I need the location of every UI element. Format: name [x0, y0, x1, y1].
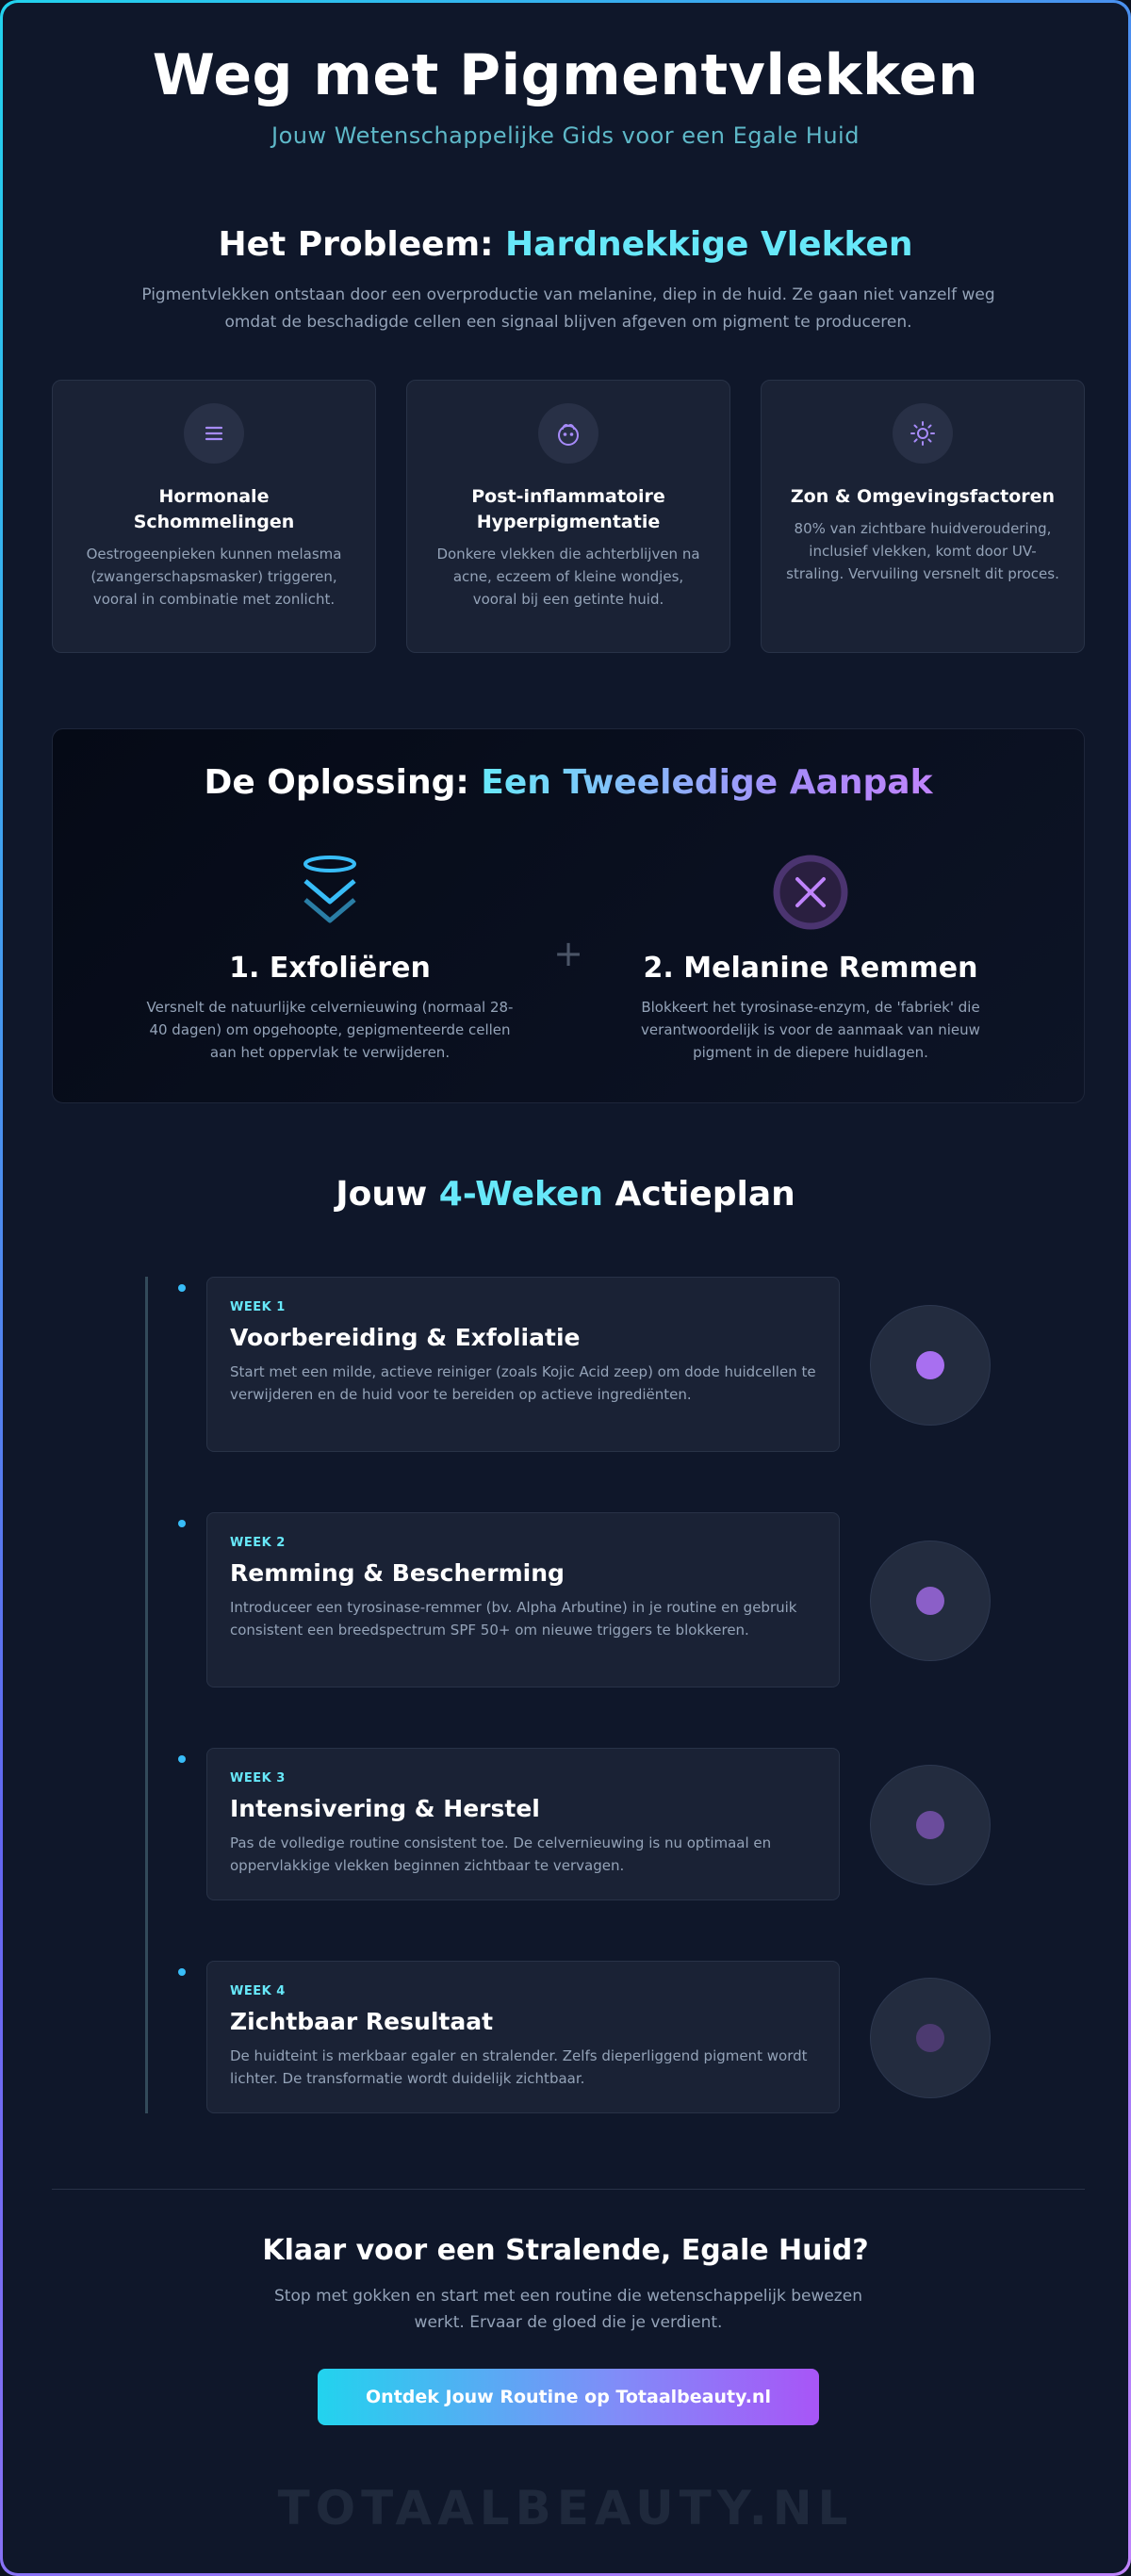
timeline-dot	[178, 1520, 186, 1527]
plus-icon: +	[553, 933, 583, 974]
week-progress-indicator	[870, 1978, 991, 2098]
exfoliate-chevrons-icon	[141, 852, 518, 933]
card-title: Post-inflammatoire Hyperpigmentatie	[471, 486, 665, 532]
timeline-line	[145, 1277, 148, 2113]
week-title: Intensivering & Herstel	[230, 1795, 540, 1822]
hero-title: Weg met Pigmentvlekken	[152, 42, 979, 108]
week-description: Introduceer een tyrosinase-remmer (bv. Alpha Arbutine) in je routine en gebruik consistent een breedspectrum SPF 50+ om nieuwe triggers te blokkeren.	[230, 1599, 797, 1639]
step-description: Blokkeert het tyrosinase-enzym, de 'fabriek' die verantwoordelijk is voor de aanmaak van nieuw pigment in de diepere huidlagen.	[641, 999, 980, 1061]
menu-lines-icon	[184, 403, 244, 464]
week-label: WEEK 1	[230, 1300, 286, 1314]
week-label: WEEK 4	[230, 1984, 286, 1998]
card-title: Hormonale Schommelingen	[133, 486, 295, 532]
step-description: Versnelt de natuurlijke celvernieuwing (normaal 28-40 dagen) om opgehoopte, gepigmenteerde cellen aan het oppervlak te verwijderen.	[146, 999, 514, 1061]
plan-title-prefix: Jouw	[336, 1175, 439, 1214]
card-description: Oestrogeenpieken kunnen melasma (zwangerschapsmasker) triggeren, vooral in combinatie met zonlicht.	[86, 546, 342, 608]
timeline-dot	[178, 1284, 186, 1292]
plan-title-suffix: Actieplan	[603, 1175, 795, 1214]
week-title: Voorbereiding & Exfoliatie	[230, 1324, 581, 1351]
progress-dot	[916, 1587, 944, 1615]
solution-step-melanin	[622, 852, 999, 1064]
face-icon	[538, 403, 598, 464]
plan-title-accent: 4-Weken	[438, 1175, 604, 1214]
sun-icon	[893, 403, 953, 464]
card-title: Zon & Omgevingsfactoren	[790, 486, 1056, 507]
week-label: WEEK 2	[230, 1536, 286, 1550]
week-title: Remming & Bescherming	[230, 1559, 565, 1587]
problem-title	[3, 225, 1128, 264]
cta-title: Klaar voor een Stralende, Egale Huid?	[262, 2234, 869, 2267]
problem-intro: Pigmentvlekken ontstaan door een overproductie van melanine, diep in de huid. Ze gaan niet vanzelf weg omdat de beschadigde cellen een signaal blijven afgeven om pigment te produceren.	[141, 285, 995, 332]
week-card-4	[206, 1961, 840, 2113]
solution-step-exfoliate	[141, 852, 518, 1064]
timeline-dot	[178, 1968, 186, 1976]
week-card-1	[206, 1277, 840, 1452]
week-description: Pas de volledige routine consistent toe. De celvernieuwing is nu optimaal en oppervlakkige vlekken beginnen zichtbaar te vervagen.	[230, 1834, 772, 1874]
solution-title	[53, 763, 1084, 802]
progress-dot	[916, 2024, 944, 2052]
cta-button[interactable]: Ontdek Jouw Routine op Totaalbeauty.nl	[318, 2369, 819, 2425]
hero-subtitle: Jouw Wetenschappelijke Gids voor een Egale Huid	[271, 122, 860, 149]
week-label: WEEK 3	[230, 1771, 286, 1785]
problem-title-accent: Hardnekkige Vlekken	[505, 225, 913, 264]
section-divider	[52, 2189, 1085, 2190]
week-description: De huidteint is merkbaar egaler en stralender. Zelfs dieperliggend pigment wordt lichter. De transformatie wordt duidelijk zichtbaar.	[230, 2047, 808, 2087]
plan-title	[3, 1175, 1128, 1214]
timeline-dot	[178, 1755, 186, 1763]
week-progress-indicator	[870, 1305, 991, 1426]
progress-dot	[916, 1351, 944, 1379]
step-title: 1. Exfoliëren	[229, 952, 431, 985]
page-content	[3, 3, 1128, 2573]
block-x-icon	[622, 852, 999, 933]
problem-title-prefix: Het Probleem:	[218, 225, 506, 264]
cta-description: Stop met gokken en start met een routine die wetenschappelijk bewezen werkt. Ervaar de gloed die je verdient.	[274, 2287, 862, 2332]
cause-card-hormonal	[52, 380, 376, 653]
step-title: 2. Melanine Remmen	[643, 952, 978, 985]
cause-card-pih	[406, 380, 730, 653]
week-progress-indicator	[870, 1541, 991, 1661]
week-description: Start met een milde, actieve reiniger (zoals Kojic Acid zeep) om dode huidcellen te verwijderen en de huid voor te bereiden op actieve ingrediënten.	[230, 1363, 816, 1403]
week-progress-indicator	[870, 1765, 991, 1885]
week-title: Zichtbaar Resultaat	[230, 2008, 494, 2035]
week-card-2	[206, 1512, 840, 1687]
solution-title-accent: Een Tweeledige Aanpak	[481, 763, 933, 802]
progress-dot	[916, 1811, 944, 1839]
card-description: Donkere vlekken die achterblijven na acne, eczeem of kleine wondjes, vooral bij een getinte huid.	[436, 546, 700, 608]
week-card-3	[206, 1748, 840, 1900]
solution-title-prefix: De Oplossing:	[204, 763, 482, 802]
solution-panel	[52, 728, 1085, 1103]
brand-wordmark: TOTAALBEAUTY.NL	[277, 2481, 854, 2535]
cause-card-sun	[761, 380, 1085, 653]
card-description: 80% van zichtbare huidveroudering, inclusief vlekken, komt door UV-straling. Vervuiling versnelt dit proces.	[786, 520, 1059, 582]
